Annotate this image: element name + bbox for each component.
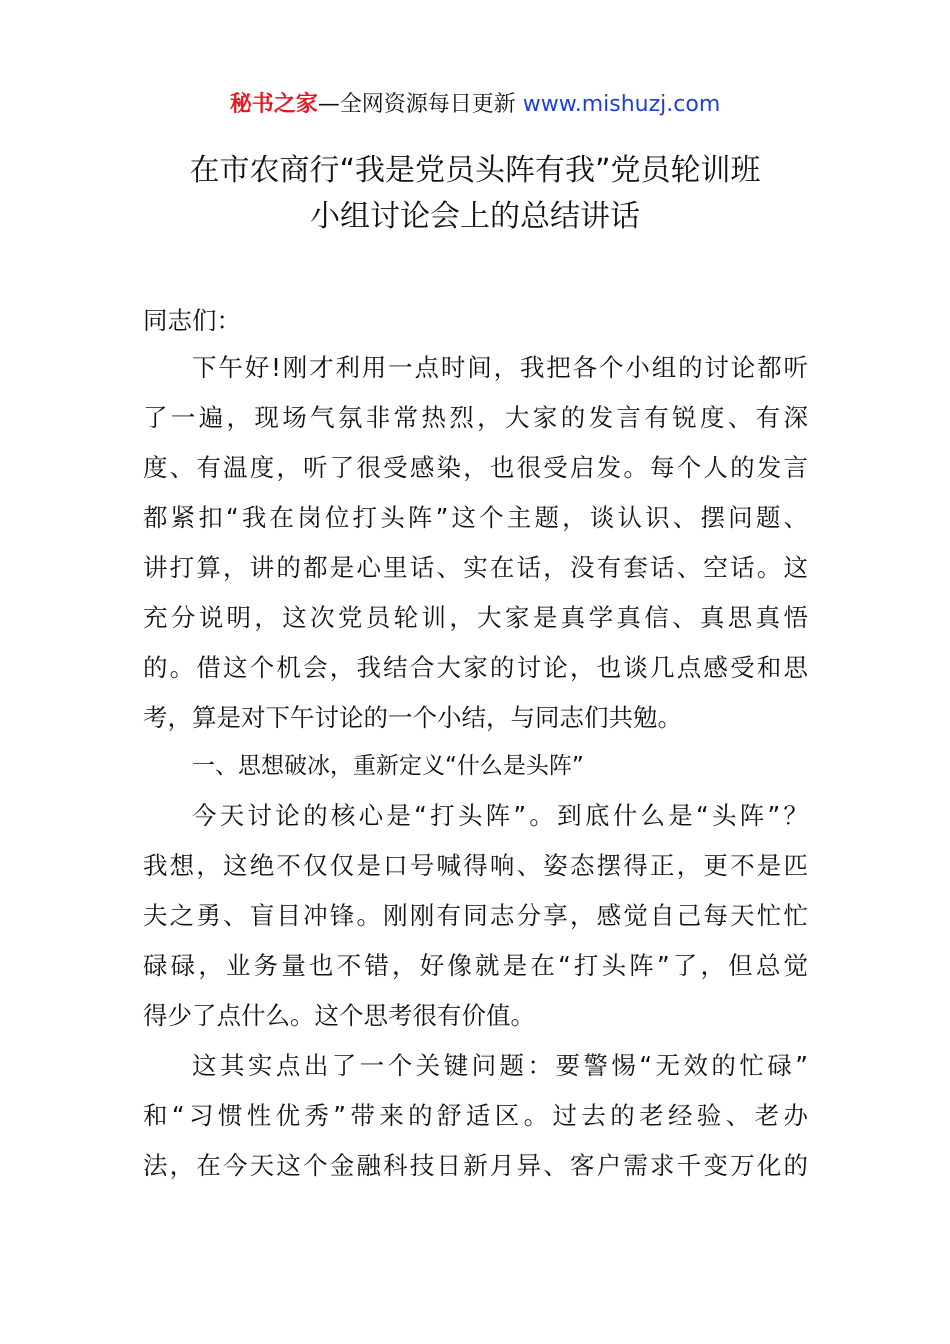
paragraph-line: 考，算是对下午讨论的一个小结，与同志们共勉。 bbox=[143, 703, 682, 732]
paragraph-line: 的。借这个机会，我结合大家的讨论，也谈几点感受和思 bbox=[143, 653, 808, 682]
paragraph-line: 充分说明，这次党员轮训，大家是真学真信、真思真悟 bbox=[143, 603, 808, 632]
paragraph-line: 都紧扣“我在岗位打头阵”这个主题，谈认识、摆问题、 bbox=[143, 503, 808, 532]
paragraph-line: 夫之勇、盲目冲锋。刚刚有同志分享，感觉自己每天忙忙 bbox=[143, 901, 808, 930]
salutation: 同志们： bbox=[143, 306, 241, 335]
paragraph-line: 度、有温度，听了很受感染，也很受启发。每个人的发言 bbox=[143, 453, 808, 482]
paragraph-line: 下午好!刚才利用一点时间，我把各个小组的讨论都听 bbox=[192, 353, 808, 382]
paragraph-1 bbox=[143, 343, 808, 743]
paragraph-line: 得少了点什么。这个思考很有价值。 bbox=[143, 1001, 535, 1030]
section-heading-1: 一、思想破冰，重新定义“什么是头阵” bbox=[192, 753, 584, 779]
site-header bbox=[0, 88, 950, 122]
brand-name: 秘书之家 bbox=[229, 92, 318, 117]
paragraph-line: 这其实点出了一个关键问题：要警惕“无效的忙碌” bbox=[192, 1051, 808, 1080]
paragraph-line: 今天讨论的核心是“打头阵”。到底什么是“头阵”？ bbox=[192, 801, 808, 830]
paragraph-line: 法，在今天这个金融科技日新月异、客户需求千变万化的 bbox=[143, 1151, 808, 1180]
paragraph-line: 了一遍，现场气氛非常热烈，大家的发言有锐度、有深 bbox=[143, 403, 808, 432]
paragraph-3 bbox=[143, 1041, 808, 1191]
site-url-link[interactable]: www.mishuzj.com bbox=[522, 92, 721, 117]
title-line-1: 在市农商行“我是党员头阵有我”党员轮训班 bbox=[189, 153, 761, 188]
document-title bbox=[0, 148, 950, 240]
paragraph-2 bbox=[143, 791, 808, 1041]
header-tagline: —全网资源每日更新 bbox=[317, 92, 523, 117]
paragraph-line: 和“习惯性优秀”带来的舒适区。过去的老经验、老办 bbox=[143, 1101, 808, 1130]
paragraph-line: 碌碌，业务量也不错，好像就是在“打头阵”了，但总觉 bbox=[143, 951, 808, 980]
title-line-2: 小组讨论会上的总结讲话 bbox=[310, 199, 640, 234]
paragraph-line: 我想，这绝不仅仅是口号喊得响、姿态摆得正，更不是匹 bbox=[143, 851, 808, 880]
paragraph-line: 讲打算，讲的都是心里话、实在话，没有套话、空话。这 bbox=[143, 553, 808, 582]
